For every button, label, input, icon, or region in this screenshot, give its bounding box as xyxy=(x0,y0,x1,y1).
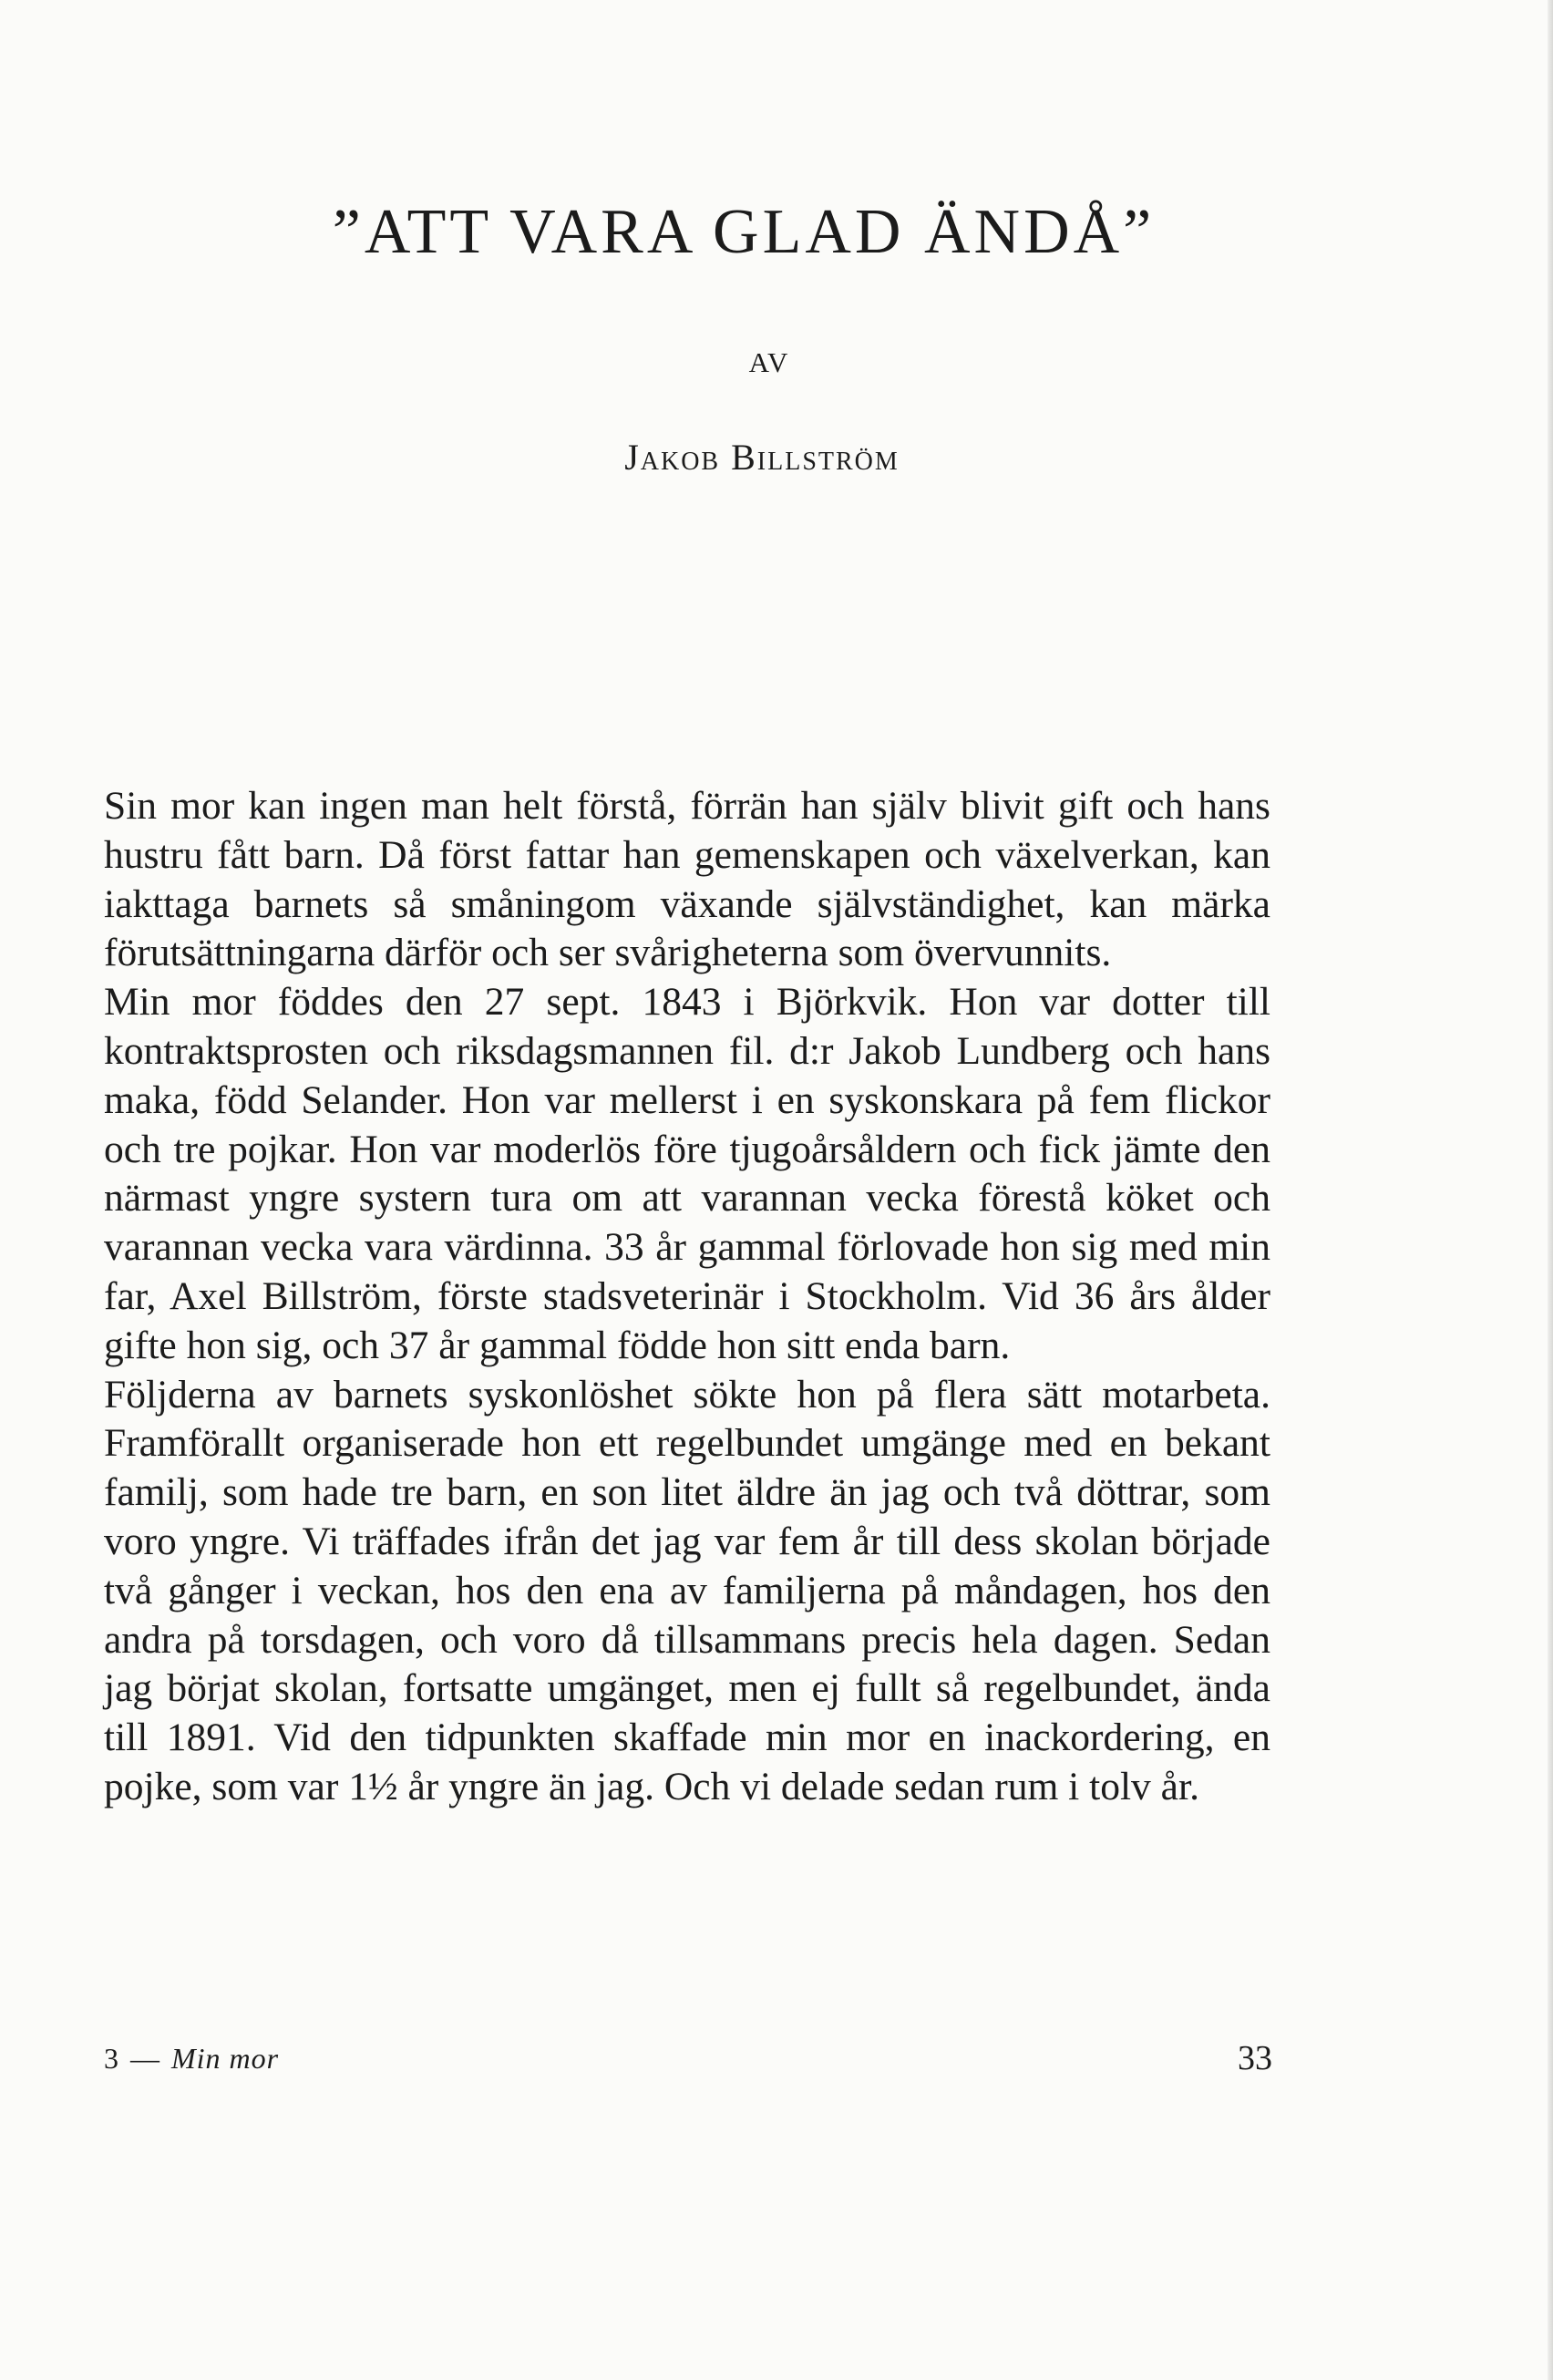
body-text xyxy=(104,782,1270,1812)
page-number: 33 xyxy=(1238,2039,1272,2077)
chapter-title: ”ATT VARA GLAD ÄNDÅ” xyxy=(332,197,1156,267)
paragraph-3: Följderna av barnets syskonlöshet sökte hon på flera sätt motarbeta. Framförallt organiserade hon ett regelbundet umgänge med en bekant familj, som hade tre barn, en son litet äldre än jag och två döttrar, som voro yngre. Vi träffades ifrån det jag var fem år till dess skolan började två gånger i veckan, hos den ena av familjerna på måndagen, hos den andra på torsdagen, och voro då tillsammans precis hela dagen. Sedan jag börjat skolan, fortsatte umgänget, men ej fullt så regelbundet, ända till 1891. Vid den tidpunkten skaffade min mor en inackordering, en pojke, som var 1½ år yngre än jag. Och vi delade sedan rum i tolv år. xyxy=(104,1372,1270,1808)
signature-number: 3 xyxy=(104,2042,119,2075)
page-edge-shadow xyxy=(1548,0,1553,2380)
signature-dash: — xyxy=(130,2042,160,2075)
byline-av: AV xyxy=(748,346,790,378)
author-name: Jakob Billström xyxy=(624,437,900,478)
paragraph-2: Min mor föddes den 27 sept. 1843 i Björkvik. Hon var dotter till kontraktsprosten och riksdagsmannen fil. d:r Jakob Lundberg och hans maka, född Selander. Hon var mellerst i en syskonskara på fem flickor och tre pojkar. Hon var moderlös före tjugoårsåldern och fick jämte den närmast yngre systern tura om att varannan vecka förestå köket och varannan vecka vara värdinna. 33 år gammal förlovade hon sig med min far, Axel Billström, förste stadsveterinär i Stockholm. Vid 36 års ålder gifte hon sig, och 37 år gammal födde hon sitt enda barn. xyxy=(104,980,1270,1367)
paragraph-1: Sin mor kan ingen man helt förstå, förrän han själv blivit gift och hans hustru fått barn. Då först fattar han gemenskapen och växelverkan, kan iakttaga barnets så småningom växande självständighet, kan märka förutsättningarna därför och ser svårigheterna som övervunnits. xyxy=(104,784,1270,975)
signature-mark xyxy=(104,2042,279,2076)
signature-title: Min mor xyxy=(171,2042,280,2075)
